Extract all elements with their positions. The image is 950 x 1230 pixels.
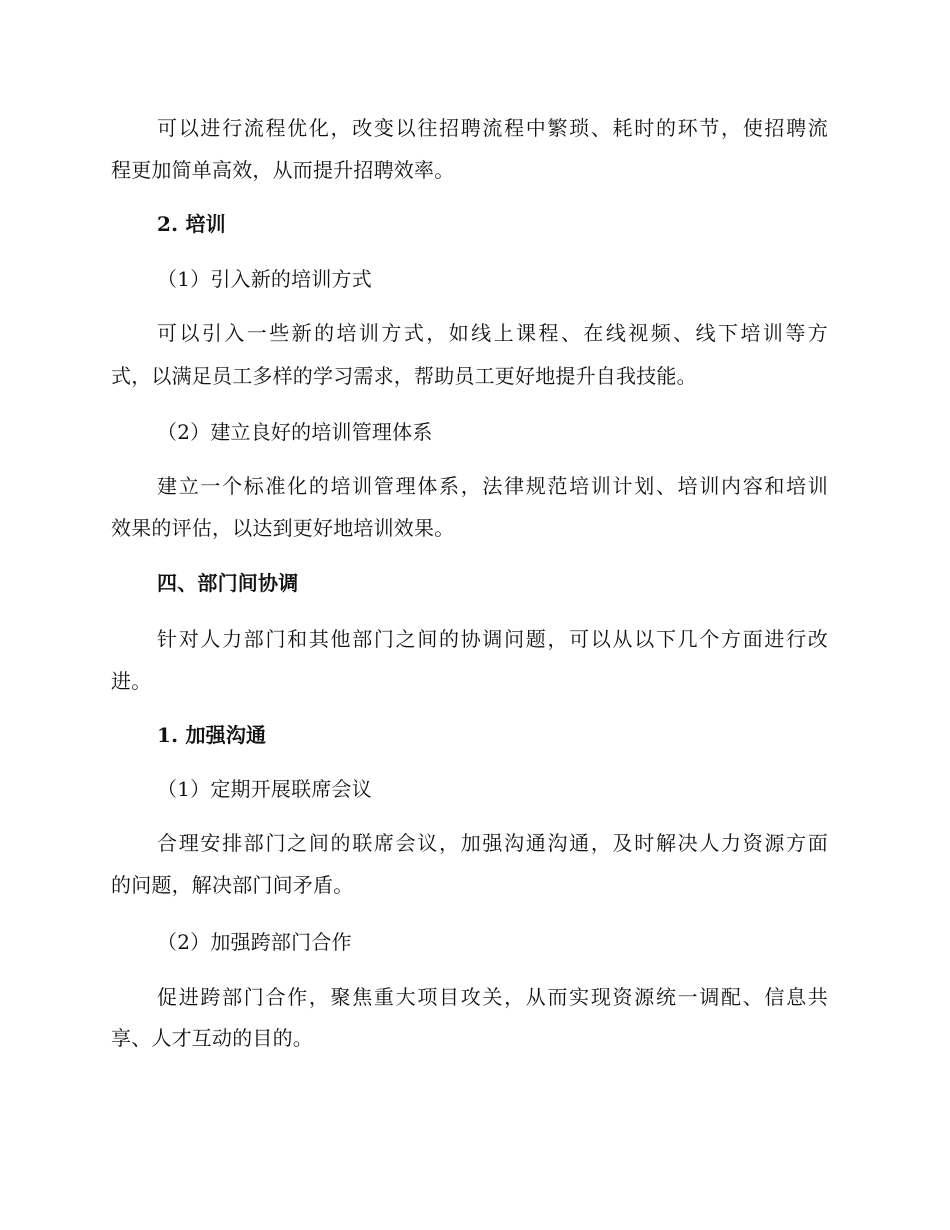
paragraph-line: 享、人才互动的目的。 [111, 1026, 313, 1050]
paragraph-line: 效果的评估，以达到更好地培训效果。 [111, 516, 455, 540]
subheading: （2）建立良好的培训管理体系 [157, 420, 433, 444]
paragraph-line: 可以引入一些新的培训方式，如线上课程、在线视频、线下培训等方 [157, 321, 828, 345]
paragraph-line: 式，以满足员工多样的学习需求，帮助员工更好地提升自我技能。 [111, 364, 697, 388]
paragraph-line: 建立一个标准化的培训管理体系，法律规范培训计划、培训内容和培训 [157, 474, 828, 498]
paragraph-line: 可以进行流程优化，改变以往招聘流程中繁琐、耗时的环节，使招聘流 [157, 116, 828, 140]
subheading: （1）定期开展联席会议 [157, 777, 372, 801]
subheading: （2）加强跨部门合作 [157, 930, 352, 954]
subheading: （1）引入新的培训方式 [157, 267, 372, 291]
paragraph-line: 针对人力部门和其他部门之间的协调问题，可以从以下几个方面进行改 [157, 627, 828, 651]
section-heading: 四、部门间协调 [157, 571, 299, 595]
paragraph-line: 进。 [111, 669, 152, 693]
section-heading: 1. 加强沟通 [157, 723, 267, 747]
paragraph-line: 的问题，解决部门间矛盾。 [111, 873, 354, 897]
paragraph-line: 程更加简单高效，从而提升招聘效率。 [111, 158, 455, 182]
section-heading: 2. 培训 [157, 212, 226, 236]
paragraph-line: 促进跨部门合作，聚焦重大项目攻关，从而实现资源统一调配、信息共 [157, 985, 828, 1009]
paragraph-line: 合理安排部门之间的联席会议，加强沟通沟通，及时解决人力资源方面 [157, 831, 828, 855]
